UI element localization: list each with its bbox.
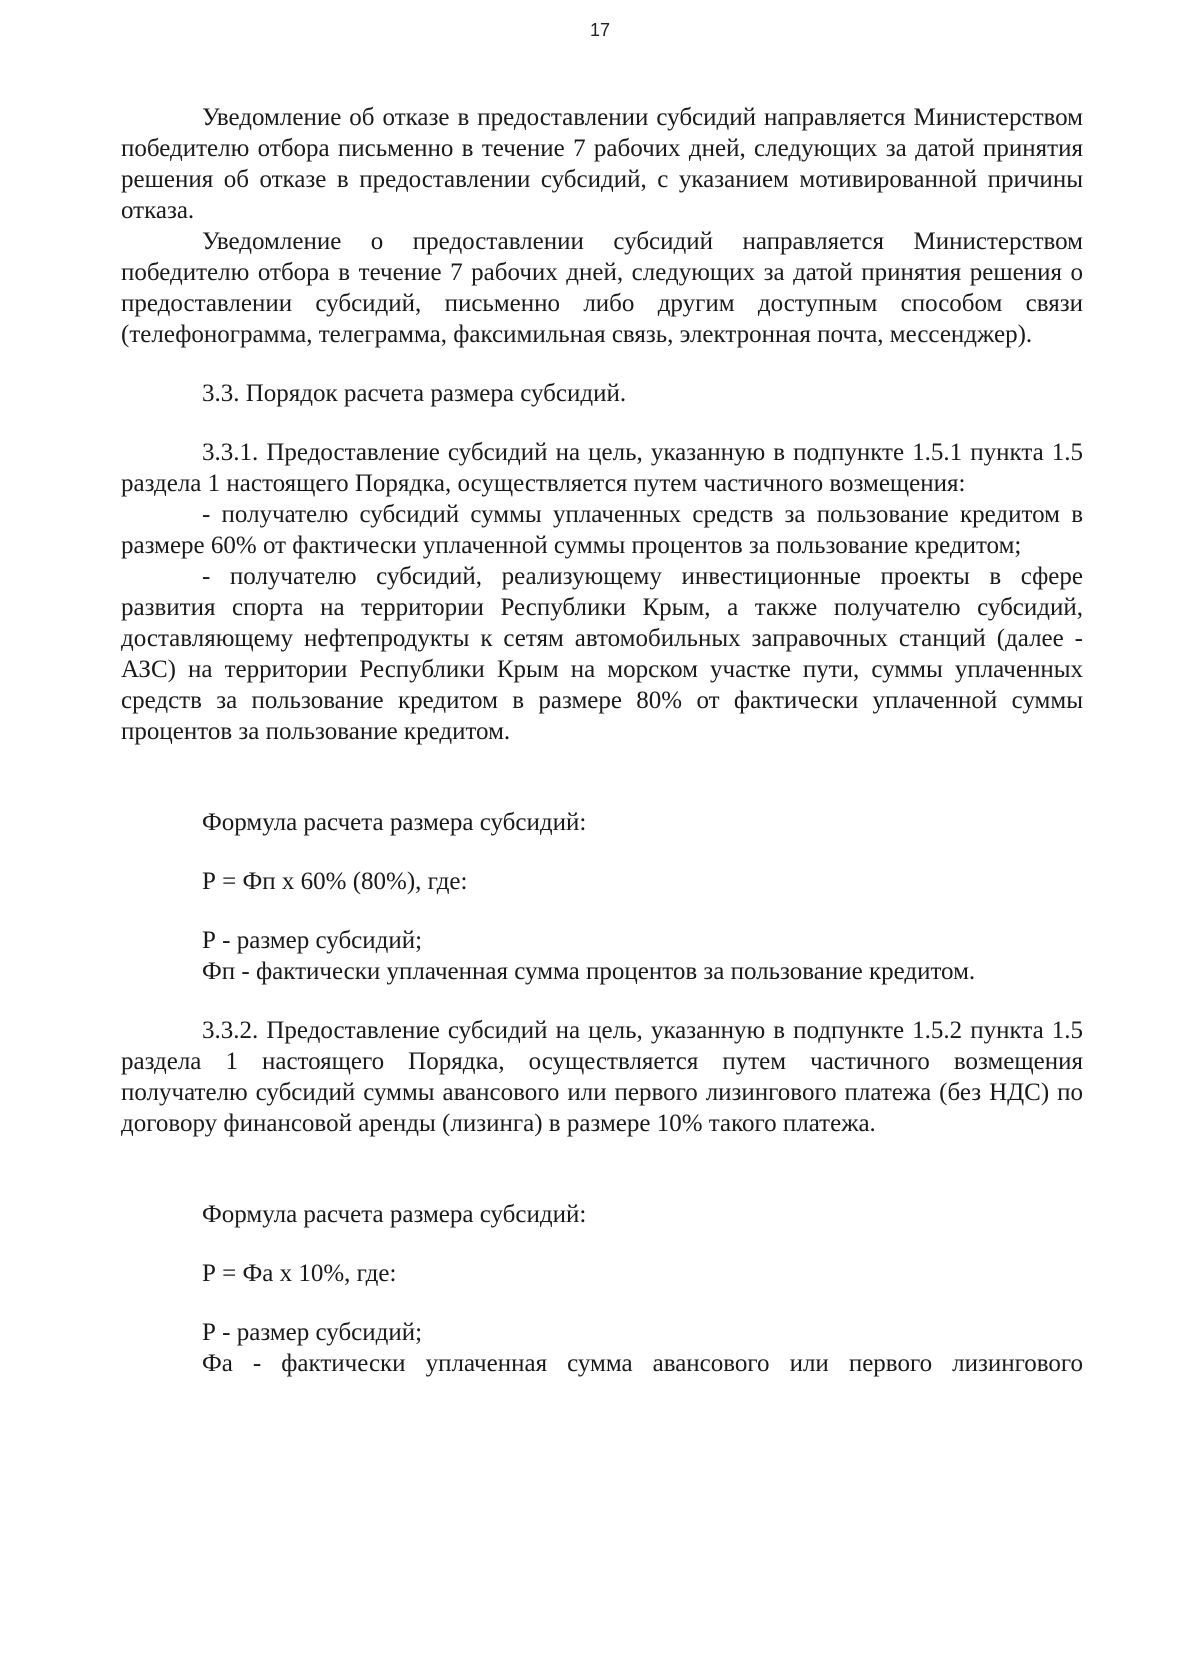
clause-3-3-1: 3.3.1. Предоставление субсидий на цель, указанную в подпункте 1.5.1 пункта 1.5 раздела 1 настоящего Порядка, осуществляется путем частичного возмещения:: [121, 439, 1083, 497]
formula-definition: Фа - фактически уплаченная сумма авансового или первого лизингового: [202, 1350, 1083, 1377]
formula-title: Формула расчета размера субсидий:: [202, 1201, 587, 1228]
clause-3-3-2: 3.3.2. Предоставление субсидий на цель, указанную в подпункте 1.5.2 пункта 1.5 раздела 1 настоящего Порядка, осуществляется путем частичного возмещения получателю субсидий суммы авансового или первого лизингового платежа (без НДС) по договору финансовой аренды (лизинга) в размере 10% такого платежа.: [121, 1017, 1083, 1137]
formula-definition: Р - размер субсидий;: [202, 927, 423, 954]
list-item: - получателю субсидий, реализующему инвестиционные проекты в сфере развития спорта на территории Республики Крым, а также получателю субсидий, доставляющему нефтепродукты к сетям автомобильных заправочных станций (далее - АЗС) на территории Республики Крым на морском участке пути, суммы уплаченных средств за пользование кредитом в размере 80% от фактически уплаченной суммы процентов за пользование кредитом.: [121, 563, 1083, 745]
list-item: - получателю субсидий суммы уплаченных средств за пользование кредитом в размере 60% от фактически уплаченной суммы процентов за пользование кредитом;: [121, 501, 1083, 559]
formula-title: Формула расчета размера субсидий:: [202, 809, 587, 836]
page-number: 17: [589, 20, 611, 40]
formula: Р = Фа х 10%, где:: [202, 1260, 397, 1287]
formula: Р = Фп х 60% (80%), где:: [202, 868, 468, 895]
paragraph-grant-notice: Уведомление о предоставлении субсидий направляется Министерством победителю отбора в течение 7 рабочих дней, следующих за датой принятия решения о предоставлении субсидий, письменно либо другим доступным способом связи (телефонограмма, телеграмма, факсимильная связь, электронная почта, мессенджер).: [121, 228, 1083, 348]
paragraph-refusal-notice: Уведомление об отказе в предоставлении субсидий направляется Министерством победителю отбора письменно в течение 7 рабочих дней, следующих за датой принятия решения об отказе в предоставлении субсидий, с указанием мотивированной причины отказа.: [121, 104, 1083, 224]
formula-definition: Фп - фактически уплаченная сумма процентов за пользование кредитом.: [202, 958, 976, 985]
document-body: [121, 102, 1083, 1379]
formula-definition: Р - размер субсидий;: [202, 1319, 423, 1346]
section-heading: 3.3. Порядок расчета размера субсидий.: [202, 380, 627, 407]
